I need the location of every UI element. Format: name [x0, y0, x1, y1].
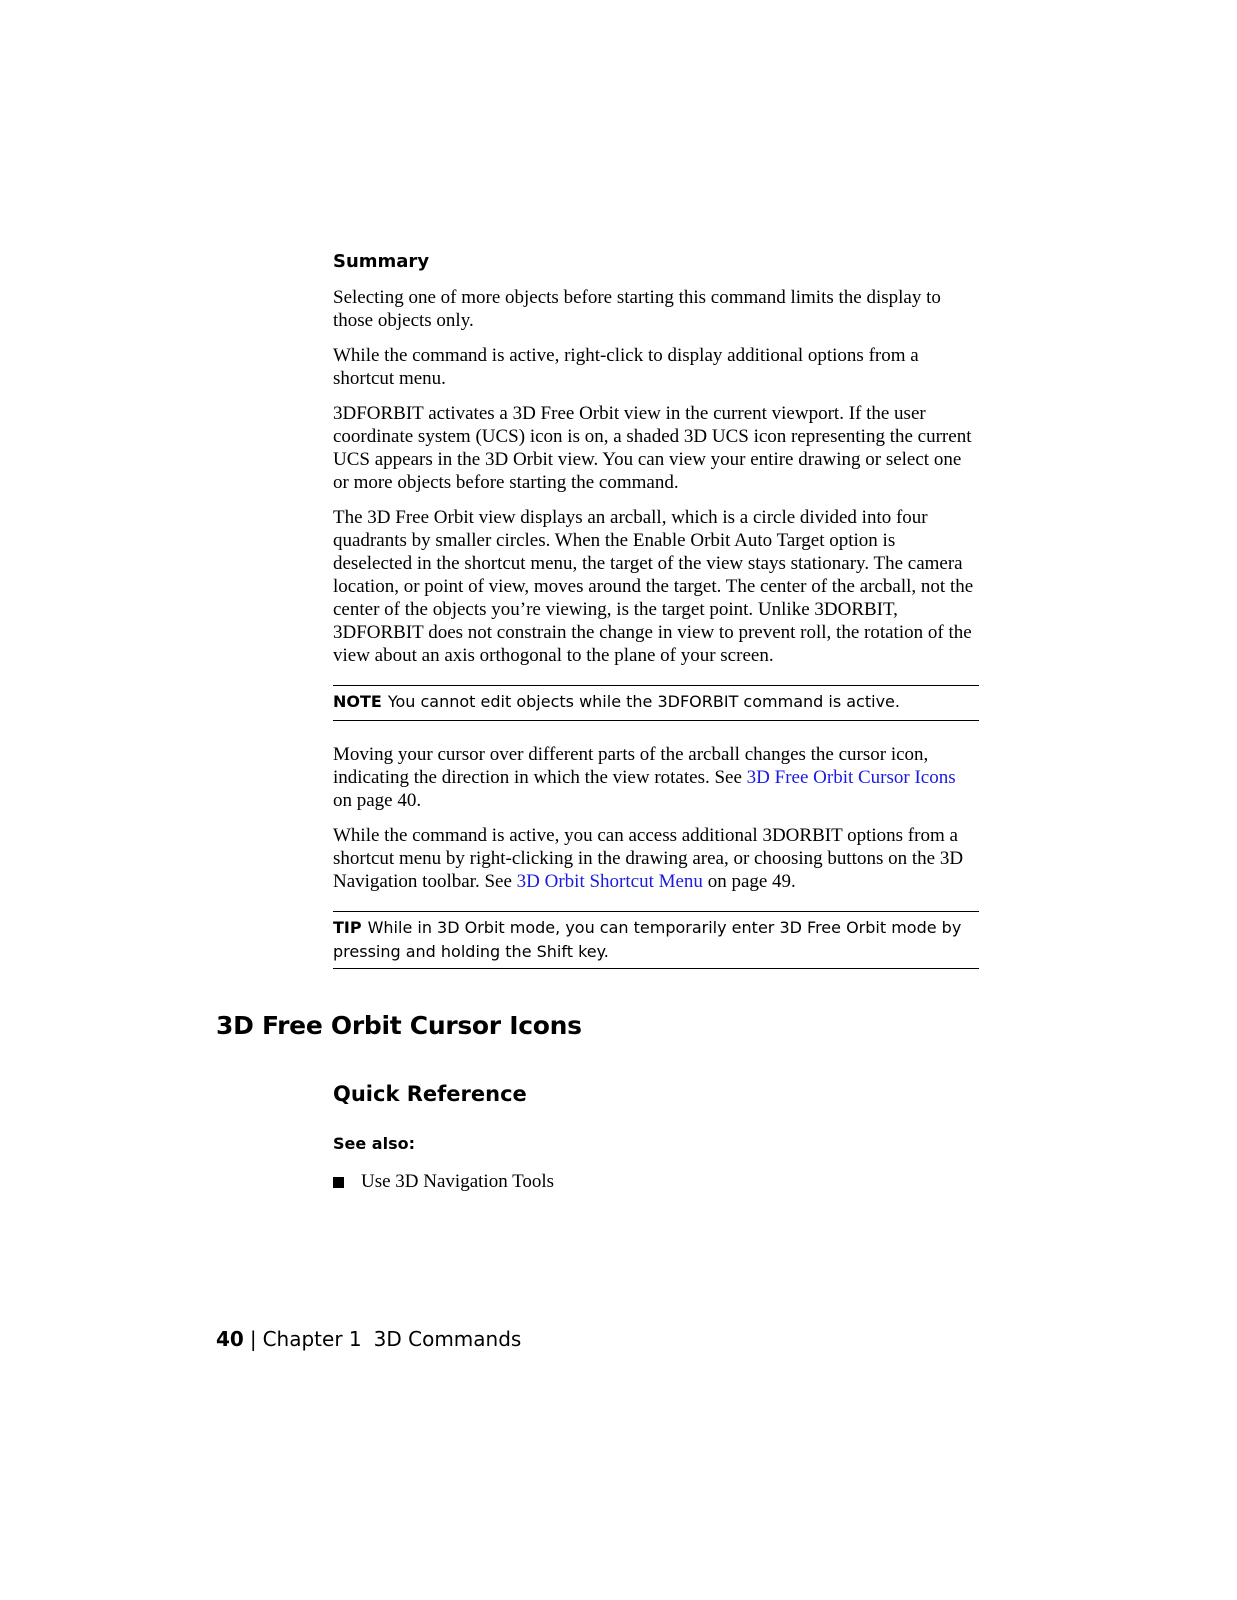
summary-paragraph-4: The 3D Free Orbit view displays an arcball, which is a circle divided into four quadrants by smaller circles. When the Enable Orbit Auto Target option is deselected in the shortcut menu, the target of the view stays stationary. The camera location, or point of view, moves around the target. The center of the arcball, not the center of the objects you’re viewing, is the target point. Unlike 3DORBIT, 3DFORBIT does not constrain the change in view to prevent roll, the rotation of the view about an axis orthogonal to the plane of your screen. [333, 507, 974, 666]
chapter-title: 3D Commands [373, 1327, 522, 1351]
cursor-icons-paragraph-text: Moving your cursor over different parts of the arcball changes the cursor icon, indicating the direction in which the view rotates. See [333, 744, 929, 788]
summary-heading: Summary [333, 251, 430, 272]
note-text: You cannot edit objects while the 3DFORBIT command is active. [387, 692, 900, 711]
page-footer [216, 1326, 521, 1352]
list-item [333, 1170, 554, 1194]
square-bullet-icon [333, 1177, 344, 1188]
quick-reference-heading: Quick Reference [333, 1082, 527, 1106]
orbit-shortcut-menu-link[interactable]: 3D Orbit Shortcut Menu [516, 871, 703, 892]
see-also-heading: See also: [333, 1134, 415, 1153]
tip-box [333, 911, 979, 969]
tip-label: TIP [333, 918, 362, 937]
cursor-icons-paragraph-page-ref: on page 40. [333, 790, 422, 811]
shortcut-menu-paragraph-text: While the command is active, you can access additional 3DORBIT options from a shortcut menu by right-clicking in the drawing area, or choosing buttons on the 3D Navigation toolbar. See [333, 825, 964, 892]
shortcut-menu-paragraph [333, 824, 979, 893]
note-label: NOTE [333, 692, 382, 711]
see-also-list [333, 1170, 554, 1194]
summary-paragraph-3: 3DFORBIT activates a 3D Free Orbit view in the current viewport. If the user coordinate system (UCS) icon is on, a shaded 3D UCS icon representing the current UCS appears in the 3D Orbit view. You can view your entire drawing or select one or more objects before starting the command. [333, 403, 972, 493]
summary-paragraph-2: While the command is active, right-click to display additional options from a shortcut menu. [333, 345, 919, 389]
free-orbit-cursor-icons-link[interactable]: 3D Free Orbit Cursor Icons [746, 767, 956, 788]
cursor-icons-paragraph [333, 743, 979, 812]
see-also-item-label: Use 3D Navigation Tools [361, 1171, 555, 1192]
section-title: 3D Free Orbit Cursor Icons [216, 1011, 582, 1040]
tip-text: While in 3D Orbit mode, you can temporarily enter 3D Free Orbit mode by pressing and holding the Shift key. [333, 918, 962, 961]
chapter-label: Chapter 1 [262, 1327, 362, 1351]
summary-section [333, 250, 979, 969]
note-box [333, 685, 979, 721]
page-number: 40 [216, 1327, 244, 1351]
summary-paragraph-1: Selecting one of more objects before starting this command limits the display to those objects only. [333, 287, 941, 331]
shortcut-menu-paragraph-page-ref: on page 49. [702, 871, 796, 892]
footer-separator: | [249, 1327, 257, 1351]
